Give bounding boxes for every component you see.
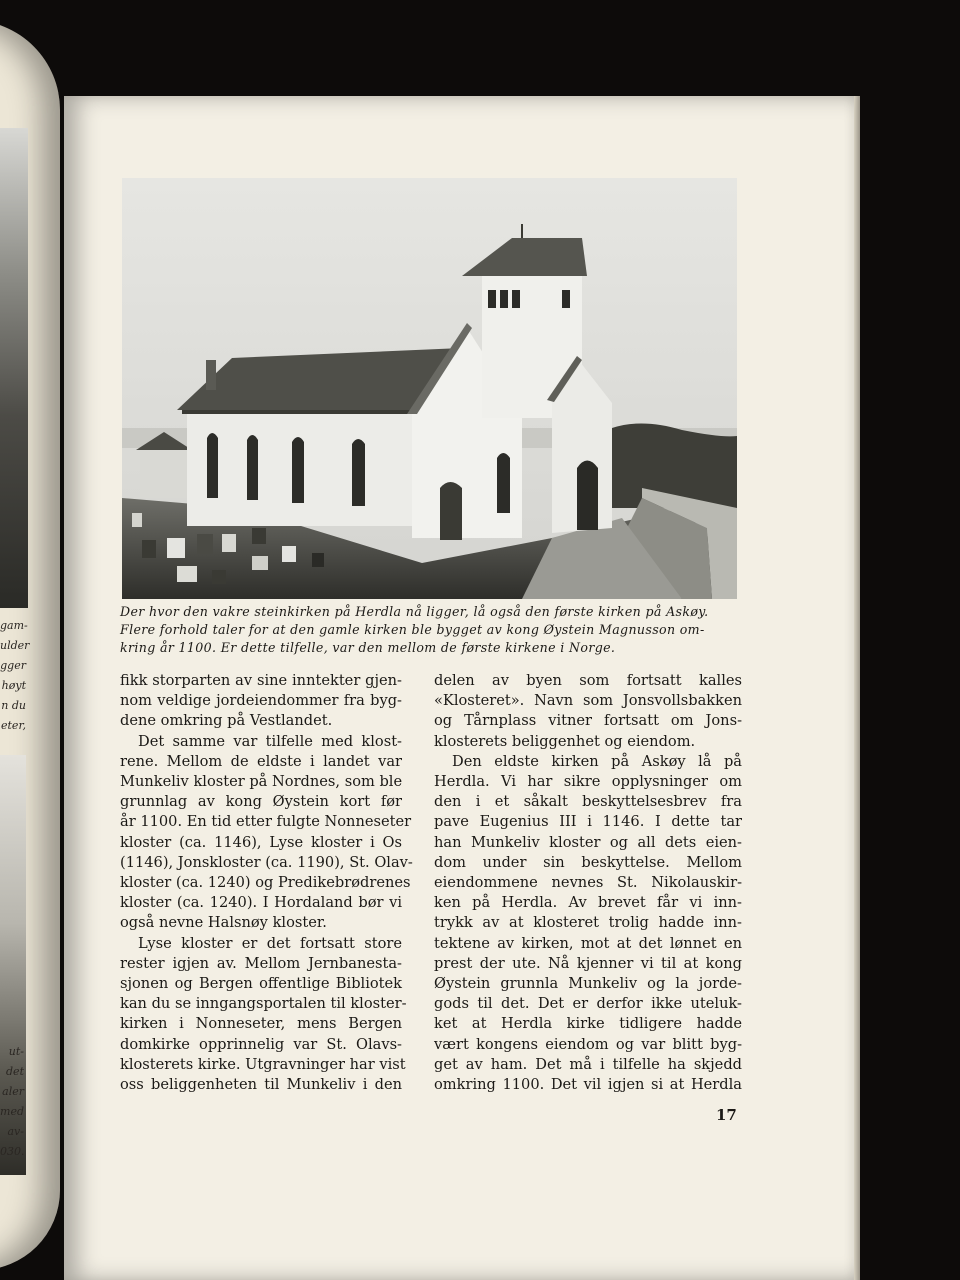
- text-line: kloster (ca. 1146), Lyse kloster i Os: [120, 833, 402, 851]
- text-line: grunnlag av kong Øystein kort før: [120, 793, 402, 811]
- previous-page-text-fragments: [0, 616, 30, 736]
- text-line: ken på Herdla. Av brevet får vi inn-: [434, 894, 742, 912]
- fragment-line: eter,: [1, 719, 26, 732]
- text-line: ket at Herdla kirke tidligere hadde: [434, 1015, 742, 1033]
- text-line: og Tårnplass vitner fortsatt om Jons-: [434, 712, 742, 730]
- text-line: (1146), Jonskloster (ca. 1190), St. Olav-: [120, 853, 413, 871]
- text-line: klosterets beliggenhet og eiendom.: [434, 732, 696, 750]
- caption-line: kring år 1100. Er dette tilfelle, var den mellom de første kirkene i Norge.: [120, 640, 616, 655]
- fragment-line: gger: [0, 659, 26, 672]
- body-text-left-column: [120, 671, 413, 1095]
- text-line: tektene av kirken, mot at det lønnet en: [434, 934, 742, 952]
- previous-page-edge: [0, 20, 60, 1270]
- fragment-line: ulder: [0, 639, 30, 652]
- caption-line: Der hvor den vakre steinkirken på Herdla nå ligger, lå også den første kirken på Askøy.: [120, 604, 709, 619]
- text-line: år 1100. En tid etter fulgte Nonneseter: [120, 813, 412, 831]
- text-line: kan du se inngangsportalen til kloster-: [120, 995, 407, 1013]
- fragment-line: det: [6, 1065, 24, 1078]
- text-line: Det samme var tilfelle med klost-: [138, 732, 402, 750]
- text-line: dene omkring på Vestlandet.: [120, 712, 333, 730]
- text-line: Den eldste kirken på Askøy lå på: [452, 752, 742, 770]
- text-line: «Klosteret». Navn som Jonsvollsbakken: [434, 692, 742, 710]
- fragment-line: 030.: [0, 1145, 25, 1158]
- text-line: oss beliggenheten til Munkeliv i den: [120, 1076, 402, 1094]
- text-line: get av ham. Det må i tilfelle ha skjedd: [434, 1055, 742, 1073]
- text-line: Herdla. Vi har sikre opplysninger om: [434, 773, 742, 791]
- text-line: domkirke opprinnelig var St. Olavs-: [120, 1035, 402, 1053]
- fragment-line: ut-: [8, 1045, 24, 1058]
- text-line: Munkeliv kloster på Nordnes, som ble: [120, 773, 403, 791]
- text-line: han Munkeliv kloster og all dets eien-: [434, 833, 742, 851]
- body-text-right-column: [434, 671, 742, 1095]
- book-page: [64, 96, 854, 1280]
- fragment-line: aler: [2, 1085, 24, 1098]
- fragment-line: n du: [1, 699, 26, 712]
- church-photo: [122, 178, 737, 599]
- text-line: rester igjen av. Mellom Jernbanesta-: [120, 954, 402, 972]
- text-line: eiendommene nevnes St. Nikolauskir-: [434, 874, 742, 892]
- text-line: kloster (ca. 1240) og Predikebrødrenes: [120, 874, 411, 892]
- text-line: kirken i Nonneseter, mens Bergen: [120, 1015, 402, 1033]
- text-line: Lyse kloster er det fortsatt store: [138, 934, 402, 952]
- previous-page-photo-top: [0, 128, 28, 608]
- text-line: delen av byen som fortsatt kalles: [434, 672, 742, 689]
- text-line: omkring 1100. Det vil igjen si at Herdla: [434, 1076, 742, 1094]
- text-line: vært kongens eiendom og var blitt byg-: [434, 1035, 742, 1053]
- text-line: prest der ute. Nå kjenner vi til at kong: [434, 954, 742, 972]
- text-line: nom veldige jordeiendommer fra byg-: [120, 692, 402, 710]
- fragment-line: gam-: [0, 619, 28, 632]
- text-line: pave Eugenius III i 1146. I dette tar: [434, 813, 742, 831]
- page-number: 17: [716, 1106, 737, 1124]
- previous-page-text-fragments-2: [0, 1042, 24, 1162]
- text-line: Øystein grunnla Munkeliv og la jorde-: [434, 975, 742, 993]
- text-line: fikk storparten av sine inntekter gjen-: [120, 672, 402, 689]
- fragment-line: høyt: [1, 679, 26, 692]
- fragment-line: av-: [7, 1125, 24, 1138]
- page-edge-right: [854, 96, 860, 1280]
- photo-caption: [120, 603, 742, 657]
- text-line: trykk av at klosteret trolig hadde inn-: [434, 914, 742, 932]
- text-line: kloster (ca. 1240). I Hordaland bør vi: [120, 894, 402, 912]
- text-line: den i et såkalt beskyttelsesbrev fra: [434, 793, 742, 811]
- text-line: også nevne Halsnøy kloster.: [120, 914, 327, 932]
- text-line: sjonen og Bergen offentlige Bibliotek: [120, 975, 402, 993]
- fragment-line: med: [0, 1105, 24, 1118]
- text-line: rene. Mellom de eldste i landet var: [120, 752, 402, 770]
- text-line: dom under sin beskyttelse. Mellom: [434, 853, 742, 871]
- text-line: gods til det. Det er derfor ikke uteluk-: [434, 995, 742, 1013]
- caption-line: Flere forhold taler for at den gamle kirken ble bygget av kong Øystein Magnusson om-: [120, 622, 705, 637]
- text-line: klosterets kirke. Utgravninger har vist: [120, 1055, 406, 1073]
